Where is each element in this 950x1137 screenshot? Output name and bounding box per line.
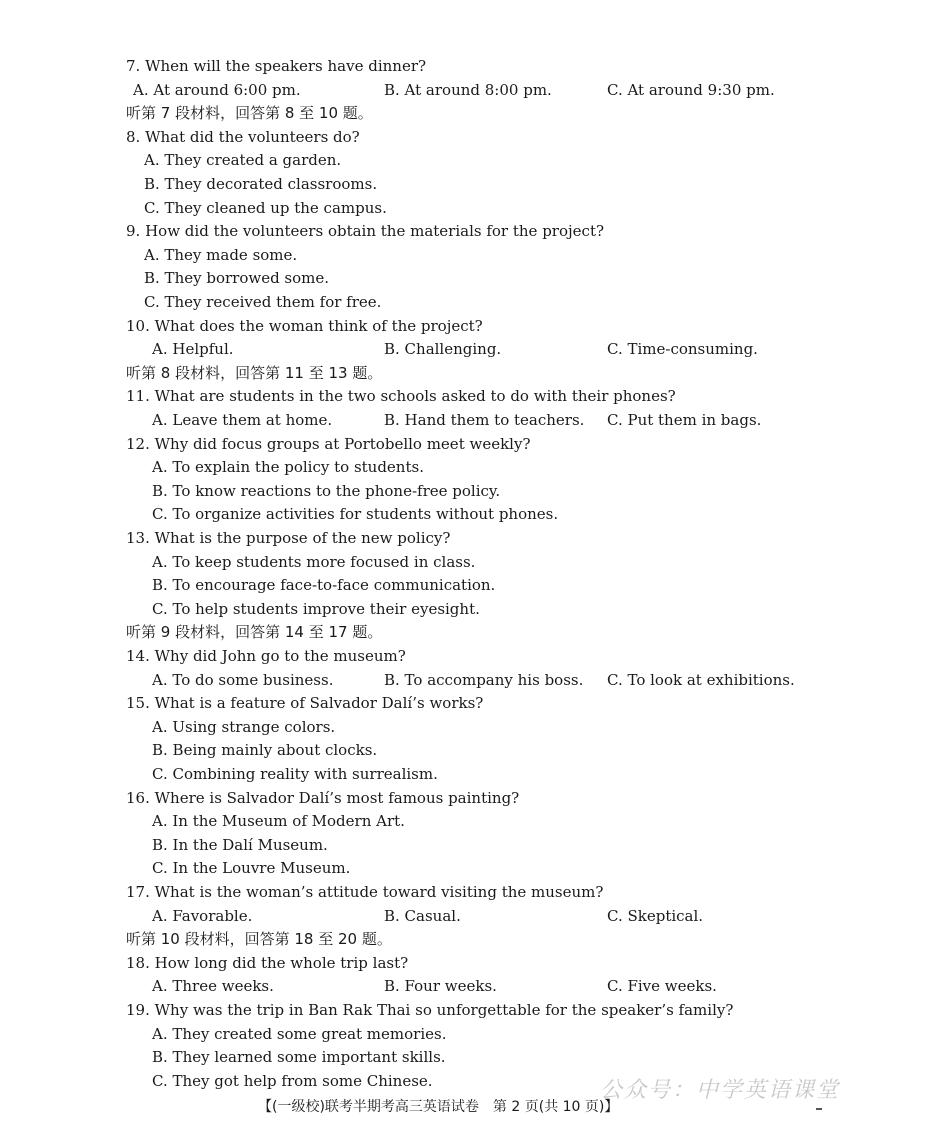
section-instruction: 听第 10 段材料，回答第 18 至 20 题。 — [126, 930, 392, 949]
question-stem: 17. What is the woman’s attitude toward visiting the museum? — [126, 883, 604, 901]
option-a: A. In the Museum of Modern Art. — [152, 812, 405, 831]
option-c: C. To help students improve their eyesight. — [152, 599, 480, 618]
option-a: A. Using strange colors. — [152, 717, 336, 736]
option-b: B. They decorated classrooms. — [144, 175, 378, 193]
option-b: B. Challenging. — [384, 340, 502, 359]
page-footer: 【(一级校)联考半期考高三英语试卷 第 2 页(共 10 页)】 — [258, 1099, 619, 1115]
option-a: A. To explain the policy to students. — [152, 458, 424, 477]
option-b: B. They learned some important skills. — [152, 1048, 446, 1067]
option-row — [0, 408, 950, 432]
question-stem: 15. What is a feature of Salvador Dalí’s works? — [126, 694, 484, 713]
option-c: C. They got help from some Chinese. — [152, 1071, 433, 1090]
option-c: C. Skeptical. — [607, 906, 704, 925]
option-row — [0, 337, 950, 361]
question-stem: 10. What does the woman think of the project? — [126, 316, 483, 335]
question-stem: 16. Where is Salvador Dalí’s most famous painting? — [126, 788, 520, 807]
question-stem: 12. Why did focus groups at Portobello meet weekly? — [126, 434, 531, 453]
option-c: C. They cleaned up the campus. — [144, 198, 387, 217]
section-instruction: 听第 9 段材料，回答第 14 至 17 题。 — [126, 623, 383, 642]
option-row — [0, 904, 950, 928]
question-stem: 14. Why did John go to the museum? — [126, 647, 406, 665]
option-c: C. To organize activities for students without phones. — [152, 505, 559, 524]
question-stem: 8. What did the volunteers do? — [126, 127, 360, 146]
option-c: C. Time-consuming. — [607, 340, 758, 359]
option-a: A. Three weeks. — [152, 977, 274, 996]
question-stem: 11. What are students in the two schools asked to do with their phones? — [126, 387, 676, 406]
option-b: B. Being mainly about clocks. — [152, 741, 378, 760]
option-a: A. They created a garden. — [144, 151, 342, 170]
option-b: B. At around 8:00 pm. — [384, 80, 552, 99]
option-a: A. To do some business. — [152, 670, 334, 689]
option-a: A. To keep students more focused in class. — [152, 552, 476, 571]
option-a: A. They created some great memories. — [152, 1024, 447, 1043]
page-mark — [816, 1108, 822, 1110]
option-c: C. Combining reality with surrealism. — [152, 765, 438, 783]
option-a: A. Favorable. — [152, 906, 253, 925]
question-stem: 13. What is the purpose of the new policy? — [126, 529, 451, 547]
option-a: A. At around 6:00 pm. — [133, 80, 301, 99]
option-b: B. To accompany his boss. — [384, 670, 584, 689]
option-b: B. To encourage face-to-face communication. — [152, 576, 496, 595]
option-c: C. At around 9:30 pm. — [607, 80, 775, 99]
option-b: B. Four weeks. — [384, 977, 497, 996]
option-row — [0, 974, 950, 998]
option-c: C. They received them for free. — [144, 293, 382, 311]
option-c: C. To look at exhibitions. — [607, 670, 795, 689]
option-c: C. Put them in bags. — [607, 411, 762, 429]
option-b: B. Casual. — [384, 906, 461, 925]
section-instruction: 听第 8 段材料，回答第 11 至 13 题。 — [126, 363, 383, 382]
question-stem: 19. Why was the trip in Ban Rak Thai so unforgettable for the speaker’s family? — [126, 1001, 734, 1019]
option-b: B. In the Dalí Museum. — [152, 835, 328, 854]
option-a: A. Leave them at home. — [152, 411, 333, 429]
option-row — [0, 78, 950, 102]
option-b: B. They borrowed some. — [144, 269, 330, 288]
option-b: B. To know reactions to the phone-free policy. — [152, 481, 501, 500]
question-stem: 7. When will the speakers have dinner? — [126, 57, 427, 75]
option-row — [0, 668, 950, 692]
option-a: A. They made some. — [144, 245, 298, 264]
section-instruction: 听第 7 段材料，回答第 8 至 10 题。 — [126, 104, 373, 123]
option-a: A. Helpful. — [152, 340, 234, 359]
option-b: B. Hand them to teachers. — [384, 411, 585, 429]
watermark: 公众号：中学英语课堂 — [600, 1078, 841, 1103]
option-c: C. In the Louvre Museum. — [152, 859, 351, 878]
question-stem: 9. How did the volunteers obtain the materials for the project? — [126, 222, 605, 241]
option-c: C. Five weeks. — [607, 977, 717, 996]
question-stem: 18. How long did the whole trip last? — [126, 953, 409, 972]
